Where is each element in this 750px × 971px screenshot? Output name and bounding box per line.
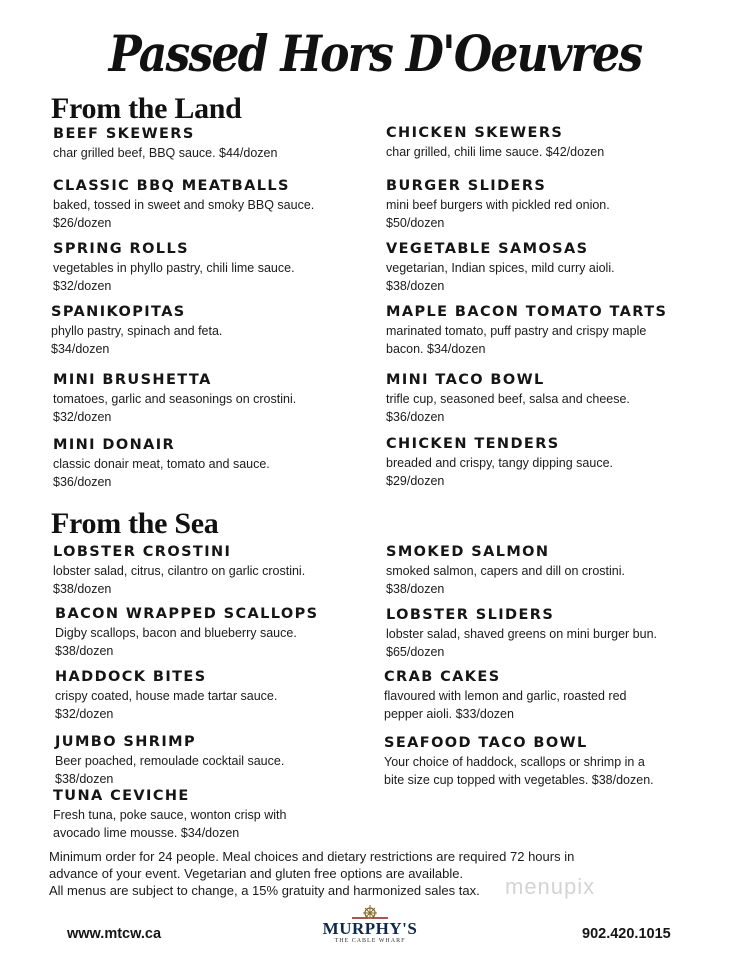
note-line: advance of your event. Vegetarian and gluten free options are available. (49, 866, 464, 881)
item-desc (386, 323, 667, 358)
desc-line: baked, tossed in sweet and smoky BBQ sauce. (53, 198, 315, 212)
phone-number[interactable]: 902.420.1015 (582, 926, 671, 942)
menu-item-smoked-salmon (386, 542, 625, 598)
desc-line: $38/dozen (53, 581, 112, 596)
item-desc (53, 391, 296, 426)
desc-line: $34/dozen (51, 341, 110, 356)
menu-item-jumbo-shrimp (55, 732, 284, 788)
desc-line: classic donair meat, tomato and sauce. (53, 457, 270, 471)
item-desc (386, 197, 610, 232)
item-desc (53, 563, 305, 598)
menu-item-chicken-skewers (386, 123, 604, 162)
desc-line: $36/dozen (386, 409, 445, 424)
desc-line: $38/dozen (386, 278, 445, 293)
logo (322, 904, 418, 964)
desc-line: $32/dozen (55, 706, 114, 721)
item-desc (384, 688, 627, 723)
item-name: CLASSIC BBQ MEATBALLS (53, 178, 290, 194)
menu-item-lobster-sliders (386, 605, 657, 661)
item-name: MINI DONAIR (53, 437, 176, 453)
page-title: Passed Hors D'Oeuvres (108, 24, 642, 83)
item-name: VEGETABLE SAMOSAS (386, 241, 589, 257)
desc-line: tomatoes, garlic and seasonings on crostini. (53, 392, 297, 406)
desc-line: phyllo pastry, spinach and feta. (51, 324, 223, 338)
menu-item-chicken-tenders (386, 434, 613, 490)
item-desc (55, 625, 319, 660)
desc-line: $32/dozen (53, 409, 112, 424)
desc-line: Fresh tuna, poke sauce, wonton crisp with (53, 808, 287, 822)
menu-item-lobster-crostini (53, 542, 305, 598)
item-name: BURGER SLIDERS (386, 178, 547, 194)
menu-item-haddock-bites (55, 667, 277, 723)
item-desc (386, 563, 625, 598)
desc-line: trifle cup, seasoned beef, salsa and cheese. (386, 392, 630, 406)
desc-line: $38/dozen (55, 643, 114, 658)
desc-line: breaded and crispy, tangy dipping sauce. (386, 456, 614, 470)
desc-line: vegetables in phyllo pastry, chili lime sauce. (53, 261, 295, 275)
desc-line: $29/dozen (386, 473, 445, 488)
desc-line: $50/dozen (386, 215, 445, 230)
desc-line: $38/dozen (386, 581, 445, 596)
item-desc: char grilled beef, BBQ sauce. $44/dozen (53, 146, 278, 160)
item-name: CHICKEN SKEWERS (386, 125, 564, 141)
logo-tagline: THE CABLE WHARF (334, 938, 406, 944)
desc-line: $26/dozen (53, 215, 112, 230)
item-desc (53, 456, 270, 491)
menu-item-beef-skewers (53, 124, 277, 163)
desc-line: lobster salad, shaved greens on mini burger bun. (386, 627, 657, 641)
desc-line: bacon. $34/dozen (386, 341, 486, 356)
desc-line: $32/dozen (53, 278, 112, 293)
item-name: JUMBO SHRIMP (55, 734, 197, 750)
desc-line: Your choice of haddock, scallops or shrimp in a (384, 755, 645, 769)
item-desc (55, 688, 277, 723)
item-desc (386, 391, 630, 426)
item-name: SMOKED SALMON (386, 544, 550, 560)
item-desc (53, 807, 286, 842)
item-name: LOBSTER CROSTINI (53, 544, 232, 560)
desc-line: mini beef burgers with pickled red onion. (386, 198, 610, 212)
menu-item-burger-sliders (386, 176, 610, 232)
item-name: BACON WRAPPED SCALLOPS (55, 606, 319, 622)
desc-line: vegetarian, Indian spices, mild curry aioli. (386, 261, 615, 275)
menu-item-seafood-taco-bowl (384, 733, 654, 789)
item-desc (53, 260, 295, 295)
item-desc (55, 753, 284, 788)
desc-line: Digby scallops, bacon and blueberry sauce. (55, 626, 297, 640)
menu-item-bacon-wrapped-scallops (55, 604, 319, 660)
menu-item-spring-rolls (53, 239, 295, 295)
menu-item-mini-donair (53, 435, 270, 491)
item-name: MINI TACO BOWL (386, 372, 545, 388)
item-desc: char grilled, chili lime sauce. $42/dozen (386, 145, 605, 159)
item-desc (386, 260, 615, 295)
menu-item-vegetable-samosas (386, 239, 615, 295)
menu-item-tuna-ceviche (53, 786, 286, 842)
website-link[interactable]: www.mtcw.ca (67, 926, 162, 942)
desc-line: crispy coated, house made tartar sauce. (55, 689, 278, 703)
desc-line: lobster salad, citrus, cilantro on garlic crostini. (53, 564, 306, 578)
section-heading-land: From the Land (51, 92, 242, 125)
item-name: SPRING ROLLS (53, 241, 189, 257)
item-name: LOBSTER SLIDERS (386, 607, 555, 623)
item-desc (386, 455, 613, 490)
menu-item-crab-cakes (384, 667, 627, 723)
ship-wheel-icon (350, 904, 390, 920)
item-desc (51, 323, 222, 358)
item-name: CRAB CAKES (384, 669, 501, 685)
item-desc (53, 197, 314, 232)
logo-name: MURPHY'S (322, 919, 418, 938)
menu-item-classic-bbq-meatballs (53, 176, 314, 232)
item-name: MAPLE BACON TOMATO TARTS (386, 304, 668, 320)
desc-line: avocado lime mousse. $34/dozen (53, 825, 240, 840)
desc-line: Beer poached, remoulade cocktail sauce. (55, 754, 285, 768)
item-name: BEEF SKEWERS (53, 126, 195, 142)
note-line: All menus are subject to change, a 15% gratuity and harmonized sales tax. (49, 883, 480, 898)
desc-line: flavoured with lemon and garlic, roasted red (384, 689, 627, 703)
item-desc (384, 754, 654, 789)
menu-item-maple-bacon-tomato-tarts (386, 302, 667, 358)
desc-line: $36/dozen (53, 474, 112, 489)
desc-line: bite size cup topped with vegetables. $38/dozen. (384, 772, 654, 787)
menu-item-spanikopitas (51, 302, 222, 358)
desc-line: $65/dozen (386, 644, 445, 659)
item-name: HADDOCK BITES (55, 669, 207, 685)
note-line: Minimum order for 24 people. Meal choices and dietary restrictions are required 72 hours in (49, 849, 575, 864)
item-name: SPANIKOPITAS (51, 304, 186, 320)
watermark: menupix (505, 874, 596, 899)
menu-item-mini-brushetta (53, 370, 296, 426)
desc-line: smoked salmon, capers and dill on crostini. (386, 564, 626, 578)
item-name: MINI BRUSHETTA (53, 372, 212, 388)
item-name: TUNA CEVICHE (53, 788, 190, 804)
item-name: CHICKEN TENDERS (386, 436, 560, 452)
item-desc (386, 626, 657, 661)
desc-line: marinated tomato, puff pastry and crispy maple (386, 324, 647, 338)
section-heading-sea: From the Sea (51, 507, 219, 540)
menu-item-mini-taco-bowl (386, 370, 630, 426)
desc-line: $38/dozen (55, 771, 114, 786)
item-name: SEAFOOD TACO BOWL (384, 735, 588, 751)
desc-line: pepper aioli. $33/dozen (384, 706, 514, 721)
